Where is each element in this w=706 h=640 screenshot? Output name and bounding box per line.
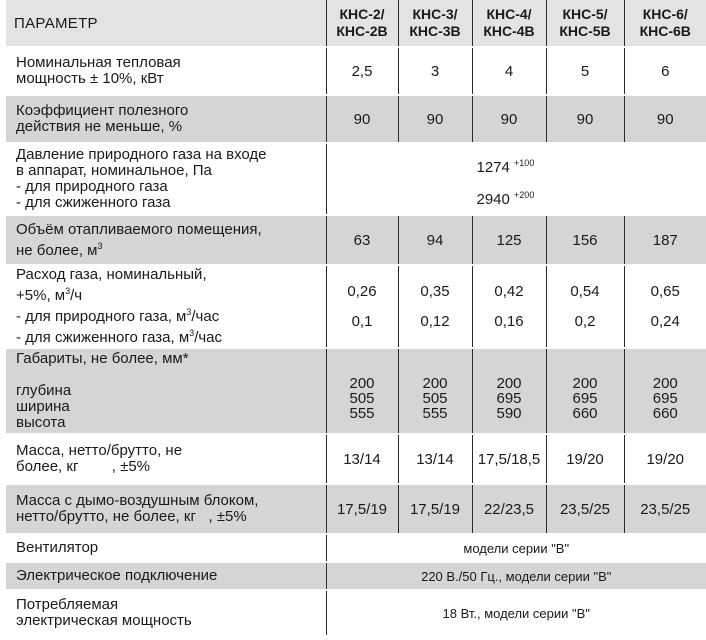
cell-value: 90 xyxy=(398,95,472,143)
row-label: Давление природного газа на входе в аппарат, номинальное, Па - для природного газа - для сжиженного газа xyxy=(6,143,326,215)
cell-value: 200 505 555 xyxy=(398,348,472,434)
cell-value: 23,5/25 xyxy=(624,484,706,534)
cell-value: 2,5 xyxy=(326,47,398,95)
cell-value: 0,65 0,24 xyxy=(624,265,706,348)
cell-value: 19/20 xyxy=(546,434,624,484)
row-mass-blower xyxy=(6,484,706,534)
cell-value: 125 xyxy=(472,215,546,265)
model-header: КНС-5/ КНС-5В xyxy=(546,0,624,47)
pressure-values xyxy=(326,143,706,215)
cell-value: 23,5/25 xyxy=(546,484,624,534)
cell-value: 17,5/19 xyxy=(398,484,472,534)
row-dimensions xyxy=(6,348,706,434)
row-volume xyxy=(6,215,706,265)
model-header: КНС-3/ КНС-3В xyxy=(398,0,472,47)
row-efficiency xyxy=(6,95,706,143)
model-header: КНС-6/ КНС-6В xyxy=(624,0,706,47)
cell-value: 200 695 660 xyxy=(624,348,706,434)
row-label: Расход газа, номинальный, +5%, $м^3/ч$ - для природного газа, $м^3$/час - для сжиженного газа, $м^3$/час xyxy=(6,265,326,348)
row-mass xyxy=(6,434,706,484)
row-consumption xyxy=(6,590,706,636)
cell-value: 13/14 xyxy=(326,434,398,484)
pressure-natural: 1274 $^{+100}$ xyxy=(476,158,535,176)
cell-value: 6 xyxy=(624,47,706,95)
spec-table xyxy=(6,0,706,637)
cell-value: 90 xyxy=(546,95,624,143)
cell-value: 200 505 555 xyxy=(326,348,398,434)
pressure-lpg: 2940 $^{+200}$ xyxy=(476,190,535,208)
cell-value: 17,5/19 xyxy=(326,484,398,534)
cell-value: 0,42 0,16 xyxy=(472,265,546,348)
row-label: Потребляемая электрическая мощность xyxy=(6,590,326,636)
cell-value: 90 xyxy=(326,95,398,143)
cell-value: 3 xyxy=(398,47,472,95)
row-label: Вентилятор xyxy=(6,534,326,562)
cell-value: модели серии "В" xyxy=(326,534,706,562)
cell-value: 22/23,5 xyxy=(472,484,546,534)
cell-value: 0,35 0,12 xyxy=(398,265,472,348)
row-electric xyxy=(6,562,706,590)
cell-value: 156 xyxy=(546,215,624,265)
cell-value: 200 695 660 xyxy=(546,348,624,434)
model-header: КНС-4/ КНС-4В xyxy=(472,0,546,47)
param-header: ПАРАМЕТР xyxy=(6,0,326,47)
row-label: Объём отапливаемого помещения, не более, $м^3$ xyxy=(6,215,326,265)
row-label: Габариты, не более, мм* глубина ширина высота xyxy=(6,348,326,434)
row-pressure xyxy=(6,143,706,215)
cell-value: 187 xyxy=(624,215,706,265)
cell-value: 4 xyxy=(472,47,546,95)
cell-value: 220 В./50 Гц., модели серии "В" xyxy=(326,562,706,590)
cell-value: 13/14 xyxy=(398,434,472,484)
cell-value: 18 Вт., модели серии "В" xyxy=(326,590,706,636)
cell-value: 90 xyxy=(624,95,706,143)
row-fan xyxy=(6,534,706,562)
cell-value: 200 695 590 xyxy=(472,348,546,434)
row-label: Номинальная тепловая мощность ± 10%, кВт xyxy=(6,47,326,95)
cell-value: 0,26 0,1 xyxy=(326,265,398,348)
row-label: Коэффициент полезного действия не меньше, % xyxy=(6,95,326,143)
row-gas-flow xyxy=(6,265,706,348)
header-row xyxy=(6,0,706,47)
cell-value: 0,54 0,2 xyxy=(546,265,624,348)
cell-value: 17,5/18,5 xyxy=(472,434,546,484)
cell-value: 90 xyxy=(472,95,546,143)
cell-value: 63 xyxy=(326,215,398,265)
row-label: Электрическое подключение xyxy=(6,562,326,590)
cell-value: 19/20 xyxy=(624,434,706,484)
cell-value: 94 xyxy=(398,215,472,265)
row-label: Масса с дымо-воздушным блоком, нетто/брутто, не более, кг , ±5% xyxy=(6,484,326,534)
row-power xyxy=(6,47,706,95)
model-header: КНС-2/ КНС-2В xyxy=(326,0,398,47)
cell-value: 5 xyxy=(546,47,624,95)
row-label: Масса, нетто/брутто, не более, кг , ±5% xyxy=(6,434,326,484)
